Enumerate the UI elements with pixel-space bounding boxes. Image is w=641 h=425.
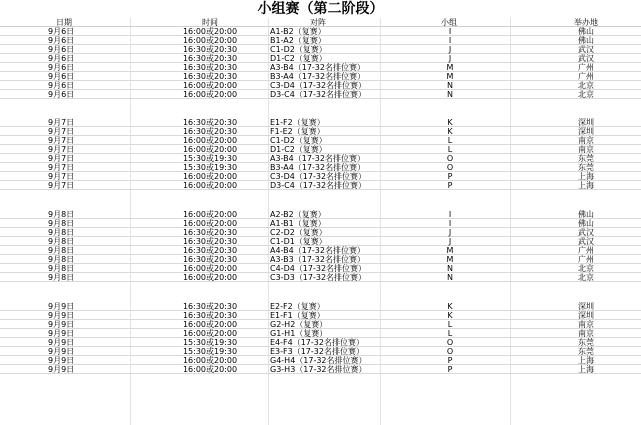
- date-cell: 9月9日: [48, 329, 75, 338]
- time-cell: 15:30或19:30: [182, 347, 238, 356]
- match-cell: B1-A2（复赛）: [270, 36, 326, 45]
- group-cell: P: [447, 181, 453, 190]
- date-cell: 9月7日: [48, 145, 75, 154]
- table-row: [0, 127, 641, 136]
- match-cell: E4-F4（17-32名排位赛）: [270, 338, 364, 347]
- group-cell: M: [446, 255, 454, 264]
- group-cell: I: [448, 210, 452, 219]
- venue-cell: 深圳: [578, 118, 594, 127]
- match-cell: A1-B2（复赛）: [270, 27, 326, 36]
- time-cell: 16:30或20:30: [182, 246, 238, 255]
- time-cell: 15:30或19:30: [182, 163, 238, 172]
- time-cell: 16:30或20:30: [182, 63, 238, 72]
- time-cell: 16:30或20:30: [182, 302, 238, 311]
- table-row: [0, 54, 641, 63]
- group-cell: L: [447, 145, 453, 154]
- group-cell: J: [448, 228, 452, 237]
- table-row: [0, 136, 641, 145]
- table-row: [0, 237, 641, 246]
- match-cell: C3-D4（17-32名排位赛）: [270, 81, 367, 90]
- date-cell: 9月7日: [48, 127, 75, 136]
- time-cell: 16:30或20:30: [182, 45, 238, 54]
- match-cell: A1-B1（复赛）: [270, 219, 326, 228]
- group-cell: I: [448, 36, 452, 45]
- group-cell: M: [446, 63, 454, 72]
- match-cell: C3-D4（17-32名排位赛）: [270, 172, 367, 181]
- venue-cell: 上海: [578, 356, 594, 365]
- date-cell: 9月8日: [48, 228, 75, 237]
- venue-cell: 武汉: [578, 45, 594, 54]
- header-group: 小组: [441, 18, 457, 27]
- venue-cell: 广州: [578, 255, 594, 264]
- table-row: [0, 264, 641, 273]
- date-cell: 9月6日: [48, 81, 75, 90]
- venue-cell: 广州: [578, 72, 594, 81]
- match-cell: C4-D4（17-32名排位赛）: [270, 264, 367, 273]
- table-row: [0, 347, 641, 356]
- date-cell: 9月7日: [48, 172, 75, 181]
- group-cell: I: [448, 27, 452, 36]
- venue-cell: 武汉: [578, 237, 594, 246]
- time-cell: 16:00或20:00: [182, 320, 238, 329]
- table-row: [0, 90, 641, 99]
- match-cell: E1-F2（复赛）: [270, 118, 325, 127]
- time-cell: 16:00或20:00: [182, 136, 238, 145]
- match-cell: A3-B4（17-32名排位赛）: [270, 63, 365, 72]
- date-cell: 9月9日: [48, 311, 75, 320]
- venue-cell: 佛山: [578, 210, 594, 219]
- match-cell: A4-B4（17-32名排位赛）: [270, 246, 365, 255]
- date-cell: 9月6日: [48, 54, 75, 63]
- group-cell: P: [447, 356, 453, 365]
- time-cell: 16:30或20:30: [182, 72, 238, 81]
- table-row: [0, 228, 641, 237]
- date-cell: 9月9日: [48, 356, 75, 365]
- header-row: [0, 18, 641, 27]
- time-cell: 16:30或20:30: [182, 311, 238, 320]
- match-cell: G4-H4（17-32名排位赛）: [270, 356, 367, 365]
- table-row: [0, 329, 641, 338]
- venue-cell: 武汉: [578, 54, 594, 63]
- time-cell: 16:00或20:00: [182, 172, 238, 181]
- venue-cell: 上海: [578, 172, 594, 181]
- time-cell: 16:30或20:30: [182, 228, 238, 237]
- time-cell: 15:30或19:30: [182, 338, 238, 347]
- header-date: 日期: [56, 18, 72, 27]
- time-cell: 16:00或20:00: [182, 365, 238, 374]
- time-cell: 16:30或20:30: [182, 54, 238, 63]
- venue-cell: 上海: [578, 365, 594, 374]
- match-cell: C1-D2（复赛）: [270, 136, 327, 145]
- date-cell: 9月8日: [48, 273, 75, 282]
- header-match: 对阵: [310, 18, 326, 27]
- date-cell: 9月7日: [48, 136, 75, 145]
- group-cell: P: [447, 172, 453, 181]
- date-cell: 9月9日: [48, 338, 75, 347]
- table-row: [0, 145, 641, 154]
- table-row: [0, 255, 641, 264]
- match-cell: C2-D2（复赛）: [270, 228, 327, 237]
- table-row: [0, 311, 641, 320]
- match-cell: B3-A4（17-32名排位赛）: [270, 72, 366, 81]
- table-row: [0, 273, 641, 282]
- date-cell: 9月7日: [48, 154, 75, 163]
- time-cell: 16:30或20:30: [182, 255, 238, 264]
- group-cell: O: [446, 347, 454, 356]
- date-cell: 9月8日: [48, 264, 75, 273]
- venue-cell: 东莞: [578, 338, 594, 347]
- venue-cell: 南京: [578, 329, 594, 338]
- group-cell: M: [446, 72, 454, 81]
- venue-cell: 佛山: [578, 219, 594, 228]
- venue-cell: 深圳: [578, 302, 594, 311]
- table-row: [0, 320, 641, 329]
- venue-cell: 南京: [578, 320, 594, 329]
- group-cell: N: [447, 90, 453, 99]
- match-cell: E2-F2（复赛）: [270, 302, 325, 311]
- date-cell: 9月8日: [48, 255, 75, 264]
- venue-cell: 东莞: [578, 154, 594, 163]
- time-cell: 15:30或19:30: [182, 154, 238, 163]
- match-cell: D1-C2（复赛）: [270, 145, 327, 154]
- table-row: [0, 27, 641, 36]
- group-cell: L: [447, 136, 453, 145]
- time-cell: 16:30或20:30: [182, 237, 238, 246]
- date-cell: 9月7日: [48, 118, 75, 127]
- match-cell: D3-C4（17-32名排位赛）: [270, 90, 367, 99]
- date-cell: 9月6日: [48, 27, 75, 36]
- group-cell: K: [447, 127, 453, 136]
- venue-cell: 武汉: [578, 228, 594, 237]
- date-cell: 9月6日: [48, 63, 75, 72]
- match-cell: D3-C4（17-32名排位赛）: [270, 181, 367, 190]
- group-cell: O: [446, 163, 454, 172]
- match-cell: G3-H3（17-32名排位赛）: [270, 365, 367, 374]
- time-cell: 16:00或20:00: [182, 264, 238, 273]
- group-cell: N: [447, 81, 453, 90]
- time-cell: 16:00或20:00: [182, 181, 238, 190]
- time-cell: 16:00或20:00: [182, 273, 238, 282]
- group-cell: O: [446, 154, 454, 163]
- venue-cell: 佛山: [578, 36, 594, 45]
- date-cell: 9月6日: [48, 45, 75, 54]
- table-row: [0, 81, 641, 90]
- table-row: [0, 210, 641, 219]
- date-cell: 9月8日: [48, 237, 75, 246]
- match-cell: A3-B4（17-32名排位赛）: [270, 154, 365, 163]
- venue-cell: 佛山: [578, 27, 594, 36]
- time-cell: 16:00或20:00: [182, 27, 238, 36]
- group-cell: L: [447, 320, 453, 329]
- venue-cell: 深圳: [578, 311, 594, 320]
- group-cell: K: [447, 118, 453, 127]
- date-cell: 9月9日: [48, 365, 75, 374]
- group-cell: K: [447, 302, 453, 311]
- match-cell: C1-D1（复赛）: [270, 237, 327, 246]
- venue-cell: 广州: [578, 63, 594, 72]
- table-row: [0, 338, 641, 347]
- group-cell: N: [447, 273, 453, 282]
- venue-cell: 东莞: [578, 163, 594, 172]
- table-row: [0, 172, 641, 181]
- time-cell: 16:30或20:30: [182, 127, 238, 136]
- match-cell: E1-F1（复赛）: [270, 311, 325, 320]
- group-cell: P: [447, 365, 453, 374]
- venue-cell: 北京: [578, 273, 594, 282]
- match-cell: E3-F3（17-32名排位赛）: [270, 347, 364, 356]
- table-row: [0, 63, 641, 72]
- time-cell: 16:00或20:00: [182, 36, 238, 45]
- table-row: [0, 163, 641, 172]
- match-cell: A3-B3（17-32名排位赛）: [270, 255, 365, 264]
- group-cell: N: [447, 264, 453, 273]
- group-cell: I: [448, 219, 452, 228]
- time-cell: 16:00或20:00: [182, 210, 238, 219]
- venue-cell: 南京: [578, 136, 594, 145]
- table-row: [0, 219, 641, 228]
- time-cell: 16:00或20:00: [182, 329, 238, 338]
- time-cell: 16:00或20:00: [182, 219, 238, 228]
- date-cell: 9月9日: [48, 302, 75, 311]
- table-row: [0, 246, 641, 255]
- group-cell: K: [447, 311, 453, 320]
- date-cell: 9月9日: [48, 347, 75, 356]
- date-cell: 9月6日: [48, 90, 75, 99]
- match-cell: G2-H2（复赛）: [270, 320, 328, 329]
- group-cell: L: [447, 329, 453, 338]
- table-row: [0, 302, 641, 311]
- table-row: [0, 181, 641, 190]
- time-cell: 16:30或20:30: [182, 118, 238, 127]
- match-cell: F1-E2（复赛）: [270, 127, 325, 136]
- table-row: [0, 118, 641, 127]
- sheet-title: 小组赛（第二阶段）: [257, 1, 384, 17]
- date-cell: 9月6日: [48, 72, 75, 81]
- date-cell: 9月7日: [48, 181, 75, 190]
- table-row: [0, 356, 641, 365]
- table-row: [0, 36, 641, 45]
- time-cell: 16:00或20:00: [182, 90, 238, 99]
- venue-cell: 北京: [578, 264, 594, 273]
- venue-cell: 南京: [578, 145, 594, 154]
- venue-cell: 北京: [578, 81, 594, 90]
- venue-cell: 上海: [578, 181, 594, 190]
- match-cell: C3-D3（17-32名排位赛）: [270, 273, 367, 282]
- group-cell: J: [448, 54, 452, 63]
- venue-cell: 深圳: [578, 127, 594, 136]
- header-time: 时间: [202, 18, 218, 27]
- match-cell: C1-D2（复赛）: [270, 45, 327, 54]
- date-cell: 9月6日: [48, 36, 75, 45]
- group-cell: J: [448, 45, 452, 54]
- group-cell: M: [446, 246, 454, 255]
- time-cell: 16:00或20:00: [182, 145, 238, 154]
- table-row: [0, 365, 641, 374]
- match-cell: B3-A4（17-32名排位赛）: [270, 163, 366, 172]
- table-row: [0, 154, 641, 163]
- venue-cell: 北京: [578, 90, 594, 99]
- group-cell: O: [446, 338, 454, 347]
- time-cell: 16:00或20:00: [182, 356, 238, 365]
- date-cell: 9月8日: [48, 246, 75, 255]
- header-venue: 举办地: [574, 18, 598, 27]
- date-cell: 9月8日: [48, 219, 75, 228]
- match-cell: G1-H1（复赛）: [270, 329, 328, 338]
- date-cell: 9月7日: [48, 163, 75, 172]
- match-cell: A2-B2（复赛）: [270, 210, 326, 219]
- date-cell: 9月8日: [48, 210, 75, 219]
- table-row: [0, 72, 641, 81]
- match-cell: D1-C2（复赛）: [270, 54, 327, 63]
- time-cell: 16:00或20:00: [182, 81, 238, 90]
- venue-cell: 广州: [578, 246, 594, 255]
- date-cell: 9月9日: [48, 320, 75, 329]
- group-cell: J: [448, 237, 452, 246]
- venue-cell: 东莞: [578, 347, 594, 356]
- table-row: [0, 45, 641, 54]
